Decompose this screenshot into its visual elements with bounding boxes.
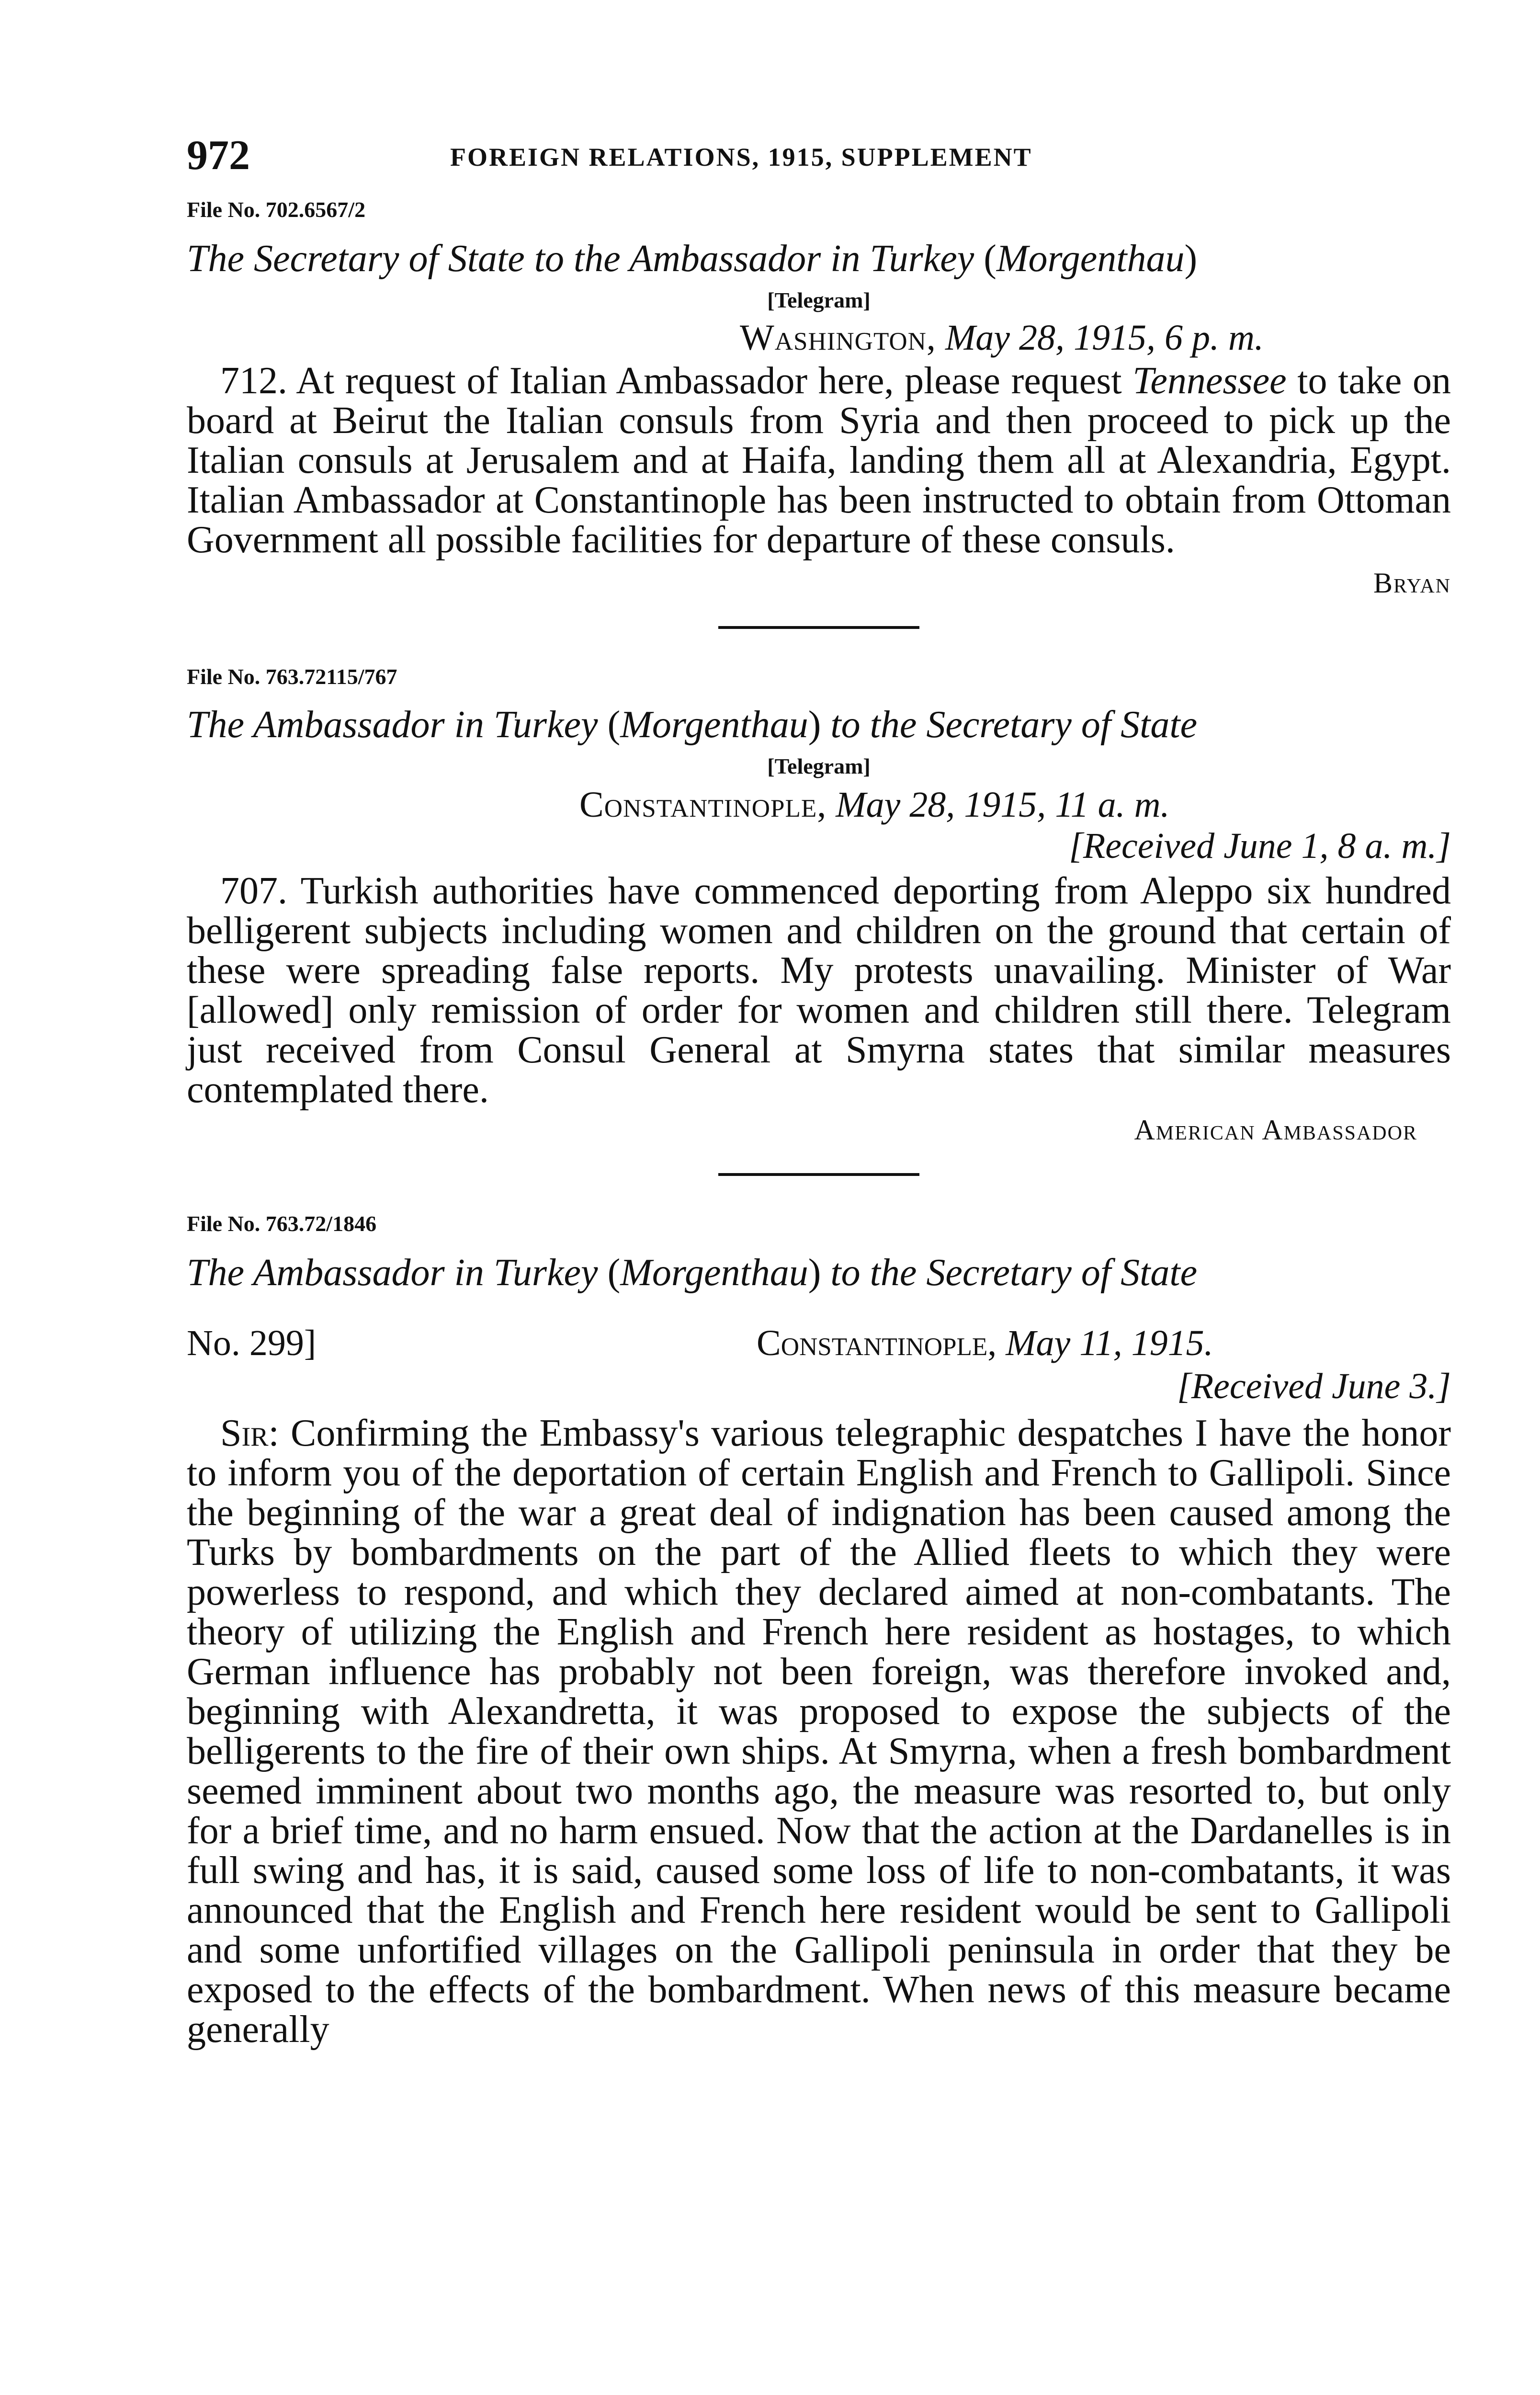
telegram-label: [Telegram] [767, 754, 871, 778]
page-number: 972 [187, 132, 250, 179]
document-heading: The Ambassador in Turkey (Morgenthau) to the Secretary of State [187, 704, 1198, 746]
signature: American Ambassador [1134, 1114, 1417, 1146]
despatch-header [187, 1323, 1451, 1366]
dateline: Constantinople, May 28, 1915, 11 a. m. [579, 785, 1170, 825]
despatch-body: Sir: Confirming the Embassy's various telegraphic despatches I have the honor to inform you of the deportation of certain English and French to Gallipoli. Since the beginning of the war a great deal of indignation has been caused among the Turks by bombardments on the part of the Allied fleets to which they were powerless to respond, and which they declared aimed at non-combatants. The theory of utilizing the English and French here resident as hostages, to which German influence has probably not been foreign, was therefore invoked and, beginning with Alexandretta, it was proposed to expose the subjects of the belligerents to the fire of their own ships. At Smyrna, when a fresh bombardment seemed imminent about two months ago, the measure was resorted to, but only for a brief time, and no harm ensued. Now that the action at the Dardanelles is in full swing and has, it is said, caused some loss of life to non-combatants, it was announced that the English and French here resident would be sent to Gallipoli and some unfortified villages on the Gallipoli peninsula in order that they be exposed to the effects of the bombardment. When news of this measure became generally [187, 1412, 1451, 2051]
signature: Bryan [1373, 567, 1451, 599]
section-divider [718, 626, 919, 629]
dateline: Washington, May 28, 1915, 6 p. m. [740, 318, 1264, 358]
section-divider [718, 1173, 919, 1176]
file-number: File No. 763.72/1846 [187, 1211, 377, 1236]
received-line: [Received June 1, 8 a. m.] [1069, 826, 1451, 866]
received-line: [Received June 3.] [1177, 1366, 1451, 1406]
document-2 [187, 662, 1451, 1149]
document-heading: The Secretary of State to the Ambassador in Turkey (Morgenthau) [187, 238, 1198, 280]
document-1 [187, 195, 1451, 602]
document-heading: The Ambassador in Turkey (Morgenthau) to the Secretary of State [187, 1252, 1198, 1294]
document-3 [187, 1209, 1451, 2050]
telegram-label: [Telegram] [767, 288, 871, 312]
file-number: File No. 702.6567/2 [187, 197, 366, 222]
despatch-number: No. 299] [187, 1323, 317, 1363]
page [187, 129, 1451, 2050]
file-number: File No. 763.72115/767 [187, 664, 397, 689]
telegram-body: 707. Turkish authorities have commenced deporting from Aleppo six hundred belligerent subjects including women and children on the ground that certain of these were spreading false reports. My protests unavailing. Minister of War [allowed] only remission of order for women and children still there. Telegram just received from Consul General at Smyrna states that similar measures contemplated there. [187, 870, 1451, 1111]
dateline: Constantinople, May 11, 1915. [757, 1323, 1213, 1363]
telegram-body: 712. At request of Italian Ambassador here, please request Tennessee to take on board at Beirut the Italian consuls from Syria and then proceed to pick up the Italian consuls at Jerusalem and at Haifa, landing them all at Alexandria, Egypt. Italian Ambassador at Constantinople has been instructed to obtain from Ottoman Government all possible facilities for departure of these consuls. [187, 360, 1451, 561]
running-head [187, 129, 1451, 182]
running-title: FOREIGN RELATIONS, 1915, SUPPLEMENT [450, 143, 1032, 171]
